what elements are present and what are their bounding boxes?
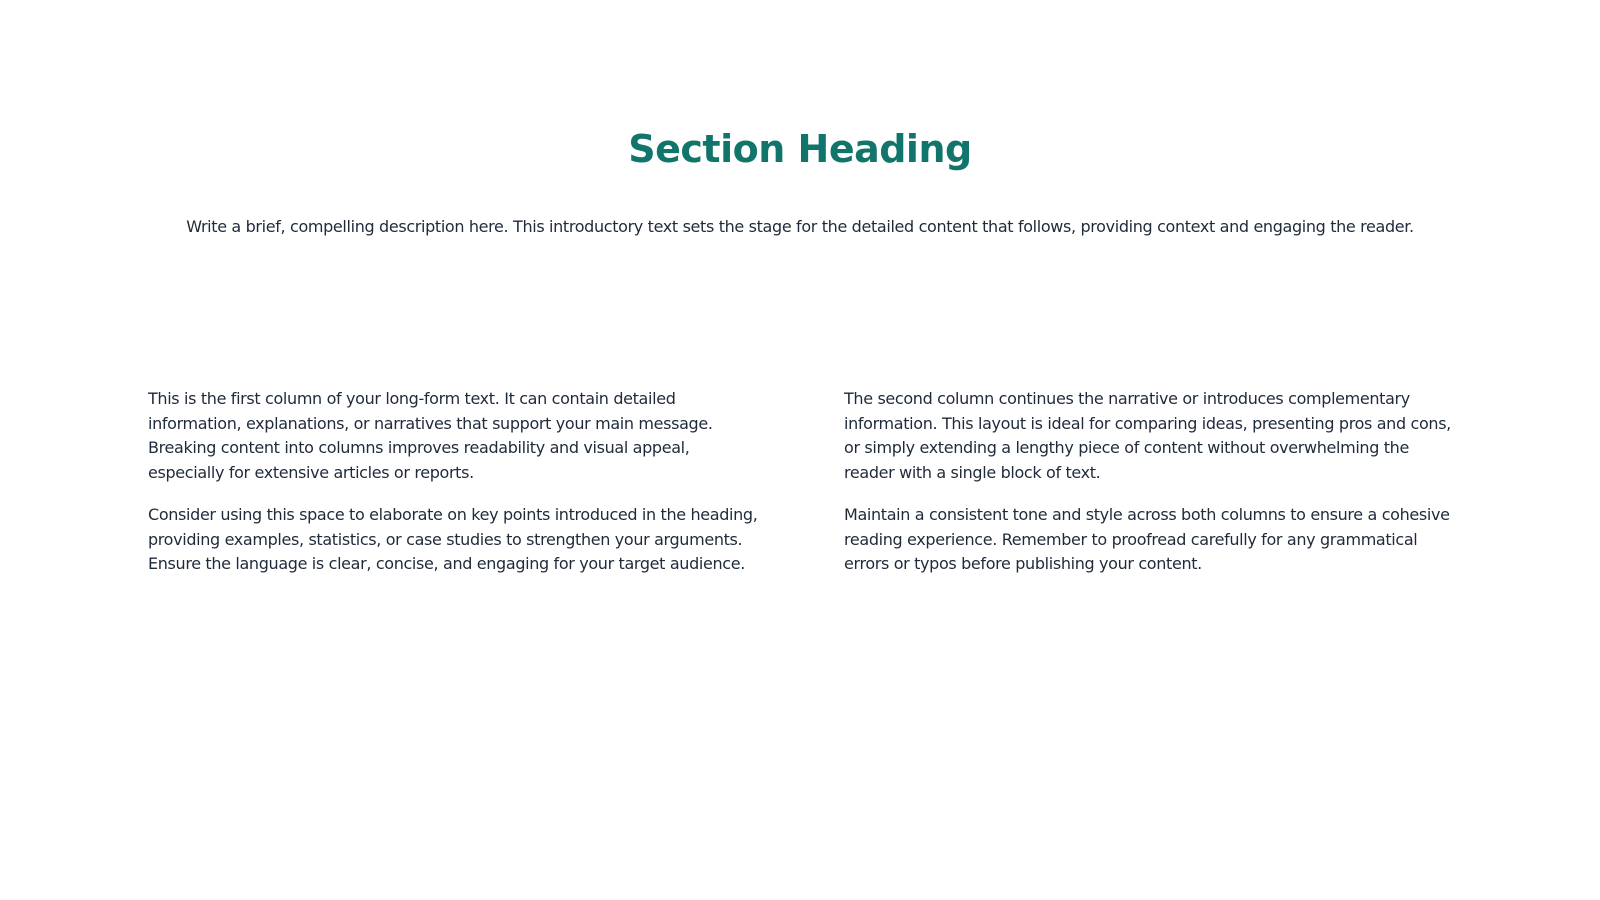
column-right-paragraph-2: Maintain a consistent tone and style across both columns to ensure a cohesive reading experience. Remember to proofread carefully for any grammatical errors or typos before publishing your content. — [844, 505, 1450, 573]
column-left-paragraph-2: Consider using this space to elaborate on key points introduced in the heading, providing examples, statistics, or case studies to strengthen your arguments. Ensure the language is clear, concise, and engaging for your target audience. — [148, 505, 758, 573]
text-columns — [148, 387, 1464, 595]
column-right — [844, 387, 1464, 595]
column-right-paragraph-1: The second column continues the narrative or introduces complementary information. This layout is ideal for comparing ideas, presenting pros and cons, or simply extending a lengthy piece of content without overwhelming the reader with a single block of text. — [844, 389, 1451, 482]
section-heading: Section Heading — [628, 127, 972, 171]
section-intro: Write a brief, compelling description here. This introductory text sets the stage for the detailed content that follows, providing context and engaging the reader. — [186, 217, 1414, 236]
column-left-paragraph-1: This is the first column of your long-form text. It can contain detailed information, explanations, or narratives that support your main message. Breaking content into columns improves readability and visual appeal, especially for extensive articles or reports. — [148, 389, 713, 482]
column-left — [148, 387, 768, 595]
